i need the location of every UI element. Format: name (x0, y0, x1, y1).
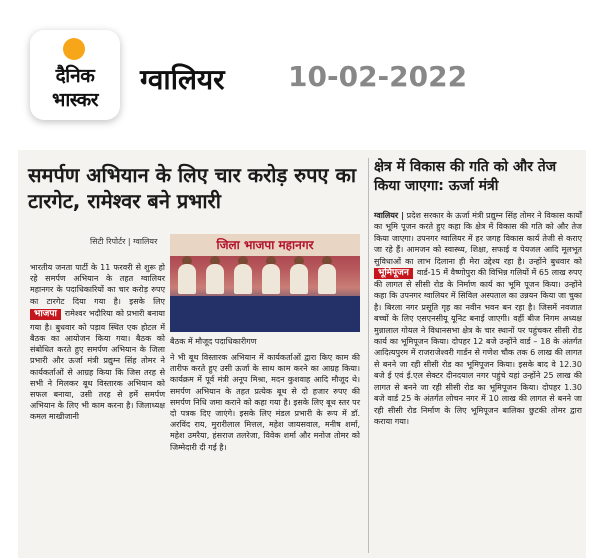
person-figure (262, 264, 280, 294)
sun-icon (63, 38, 85, 60)
left-story-column-1 (30, 262, 165, 423)
person-figure (178, 264, 196, 294)
person-figure (290, 264, 308, 294)
photo-caption: बैठक में मौजूद पदाधिकारीगण (170, 337, 257, 346)
newspaper-clipping (18, 150, 586, 558)
logo-text-line2: भास्कर (51, 89, 99, 111)
left-story-headline: समर्पण अभियान के लिए चार करोड़ रुपए का टारगेट, रामेश्वर बने प्रभारी (28, 163, 356, 213)
logo-text-line1: दैनिक (55, 65, 95, 87)
left-story-intro: भारतीय जनता पार्टी के 11 फरवरी से शुरू हो रहे समर्पण अभियान के तहत ग्वालियर महानगर के पदाधिकारियों का चार करोड़ रुपए का टारगेट दिया गया है। इसके लिए (30, 263, 165, 306)
dainik-bhaskar-logo (30, 30, 120, 120)
person-figure (318, 264, 336, 294)
person-figure (206, 264, 224, 294)
section-tag-bhoomipujan: भूमिपूजन (374, 268, 413, 279)
photo-banner-text: जिला भाजपा महानगर (170, 234, 360, 256)
right-story-dateline: ग्वालियर | (374, 211, 404, 220)
meeting-photo (170, 234, 360, 332)
city-name: ग्वालियर (140, 63, 225, 96)
left-story-column-2: ने भी बूथ विस्तारक अभियान में कार्यकर्ताओं द्वारा किए काम की तारीफ करते हुए उसी ऊर्जा के साथ काम करने का आग्रह किया। कार्यक्रम में पूर्व मंत्री अनूप मिश्रा, मदन कुशवाह आदि मौजूद थे। समर्पण अभियान के तहत प्रत्येक बूथ से दो हजार रुपए की समर्पण निधि जमा कराने को कहा गया है। इसके लिए बूथ स्तर पर दो पत्रक दिए जाएंगे। इसके लिए मंडल प्रभारी के रूप में डॉ. अरविंद राय, मुरारीलाल मित्तल, महेश जायसवाल, मनीष शर्मा, महेश उमरैया, हंसराज तलरेजा, विवेक शर्मा और मनोज तोमर को जिम्मेदारी दी गई है। (170, 353, 360, 452)
left-story-col1-text: रामेश्वर भदौरिया को प्रभारी बनाया गया है। बुधवार को पड़ाव स्थित एक होटल में बैठक का आयोजन किया गया। बैठक को संबोधित करते हुए समर्पण अभियान के जिला प्रभारी और ऊर्जा मंत्री प्रद्युम्न सिंह तोमर ने कार्यकर्ताओं से आग्रह किया कि जिस तरह से सभी ने मिलकर बूथ विस्तारक अभियान को सफल बनाया, उसी तरह से हमें समर्पण अभियान के लिए भी काम करना है। जिलाध्यक्ष कमल माखीजानी (30, 308, 165, 422)
right-story-body (374, 210, 582, 427)
person-figure (234, 264, 252, 294)
section-tag-bjp: भाजपा (30, 309, 61, 320)
left-story-byline: सिटी रिपोर्टर | ग्वालियर (90, 237, 158, 246)
right-story-para2: वार्ड-15 में वैष्णोपुरा की विभिन्न गलियों में 65 लाख रुपए की लागत से सीसी रोड के निर्माण कार्य का भूमि पूजन किया। उन्होंने कहा कि उपनगर ग्वालियर में सिविल अस्पताल का उन्नयन किया जा चुका है। बिरला नगर प्रसूति गृह का नवीन भवन बन रहा है। जिसमें नवजात बच्चों के लिए एसएनसीयू यूनिट बनाई जाएगी। वहीं बीज निगम अध्यक्ष मुन्नालाल गोयल ने विधानसभा क्षेत्र के चार स्थानों पर पहुंचकर सीसी रोड कार्य का भूमिपूजन किया। दोपहर 12 बजे उन्होंने वार्ड – 18 के अंतर्गत आदित्यपुरम में राजराजेश्वरी गार्डन से गणेश चौक तक 6 लाख की लागत से बनने जा रही सीसी रोड का भूमिपूजन किया। इसके बाद वे 12.30 बजे ई एवं ई.एल सेक्टर दीनदयाल नगर पहुंचे यहां उन्होंने 25 लाख की लागत से बनने जा रही सीसी रोड का भूमिपूजन किया। दोपहर 1.30 बजे वार्ड 25 के अंतर्गत लोचन नगर में 10 लाख की लागत से बनने जा रही सीसी रोड निर्माण के लिए भूमिपूजन बालिका छुटकी तोमर द्वारा कराया गया। (374, 268, 582, 426)
dais-table (170, 296, 360, 332)
page-header (0, 0, 600, 150)
column-divider (368, 158, 369, 553)
right-story-para1: प्रदेश सरकार के ऊर्जा मंत्री प्रद्युम्न सिंह तोमर ने विकास कार्यों का भूमि पूजन करते हुए कहा कि क्षेत्र में विकास की गति को और तेज किया जाएगा। उपनगर ग्वालियर में हर जगह विकास कार्य तेजी से कराए जा रहे हैं। आमजन को स्वास्थ्य, शिक्षा, सफाई व पेयजल आदि मूलभूत सुविधाओं का लाभ दिलाना ही मेरा उद्देश्य रहा है। उन्होंने बुधवार को (374, 211, 582, 266)
right-story-headline: क्षेत्र में विकास की गति को और तेज किया जाएगा: ऊर्जा मंत्री (374, 159, 557, 194)
edition-date: 10-02-2022 (288, 60, 468, 93)
